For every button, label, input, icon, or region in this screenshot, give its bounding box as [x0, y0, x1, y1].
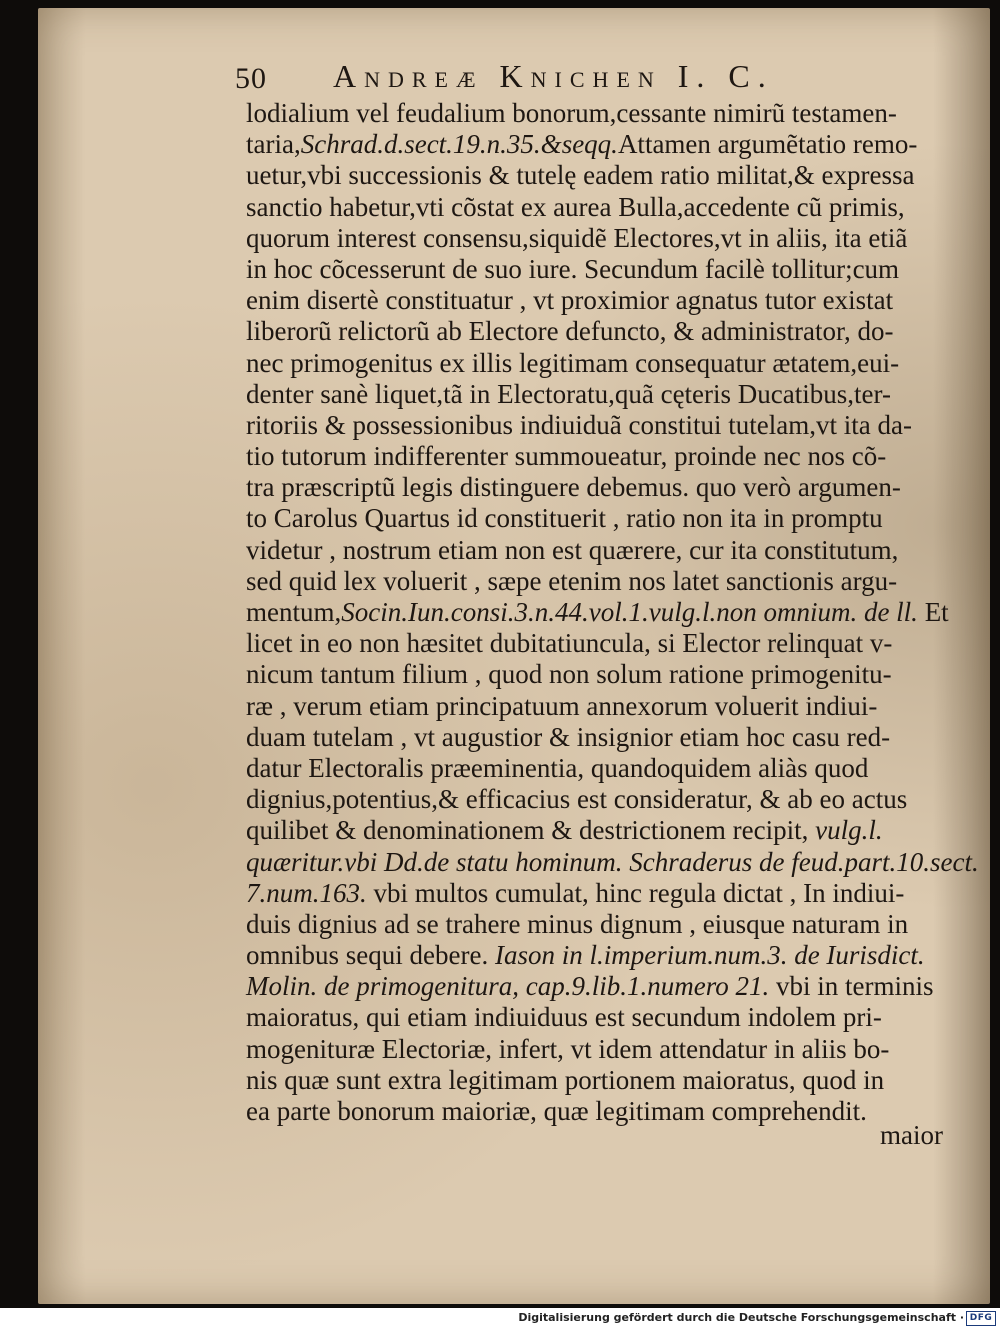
line-text: ea parte bonorum maioriæ, quæ legitimam comprehendit. — [246, 1096, 867, 1126]
text-line — [246, 691, 958, 722]
text-line — [246, 1065, 958, 1096]
text-line — [246, 1034, 958, 1065]
text-line — [246, 98, 958, 129]
text-line — [246, 472, 958, 503]
line-text: to Carolus Quartus id constituerit , ratio non ita in promptu — [246, 503, 883, 534]
citation-text: vulg.l. — [815, 815, 883, 846]
line-text: licet in eo non hæsitet dubitatiuncula, si Elector relinquat v- — [246, 628, 893, 659]
line-text: omnibus sequi debere. — [246, 940, 495, 971]
dfg-logo: DFG — [966, 1311, 996, 1326]
page-number: 50 — [235, 62, 267, 95]
running-head: Andreæ Knichen I. C. — [333, 58, 774, 94]
text-line — [246, 348, 958, 379]
text-line — [246, 566, 958, 597]
catchword: maior — [880, 1120, 943, 1150]
line-text: uetur,vbi successionis & tutelę eadem ratio militat,& expressa — [246, 160, 915, 191]
text-line — [246, 753, 958, 784]
line-text: Et — [917, 597, 949, 627]
text-line — [246, 909, 958, 940]
text-line — [246, 815, 958, 846]
text-line — [246, 878, 958, 909]
text-line — [246, 254, 958, 285]
line-text: mentum, — [246, 597, 342, 627]
line-text: videtur , nostrum etiam non est quærere, cur ita constitutum, — [246, 534, 899, 565]
text-line — [246, 1002, 958, 1033]
line-text: ritoriis & possessionibus indiuiduã constitui tutelam,vt ita da- — [246, 409, 912, 440]
text-line — [246, 192, 958, 223]
citation-text: Molin. de primogenitura, cap.9.lib.1.numero 21. — [246, 971, 770, 1002]
citation-text: 7.num.163. — [246, 877, 367, 908]
text-line — [246, 379, 958, 410]
text-line — [246, 722, 958, 753]
footer-bar — [0, 1308, 1000, 1328]
line-text: duam tutelam , vt augustior & insignior etiam hoc casu red- — [246, 721, 891, 752]
line-text: enim disertè constituatur , vt proximior agnatus tutor existat — [246, 285, 894, 316]
line-text: duis dignius ad se trahere minus dignum , eiusque naturam in — [246, 908, 909, 939]
footer-credit: Digitalisierung gefördert durch die Deutsche Forschungsgemeinschaft · — [518, 1311, 964, 1324]
text-line — [246, 410, 958, 441]
line-text: nec primogenitus ex illis legitimam consequatur ætatem,eui- — [246, 347, 900, 378]
line-text: quilibet & denominationem & destrictionem recipit, — [246, 815, 816, 846]
text-line — [246, 285, 958, 316]
line-text: denter sanè liquet,tã in Electoratu,quã cęteris Ducatibus,ter- — [246, 378, 891, 409]
citation-text: Iason in l.imperium.num.3. de Iurisdict. — [494, 940, 925, 971]
text-line — [246, 971, 958, 1002]
line-text: sanctio habetur,vti cõstat ex aurea Bulla,accedente cũ primis, — [246, 191, 905, 222]
line-text: Attamen argumẽtatio remo- — [617, 129, 918, 160]
text-line — [246, 846, 979, 878]
text-line — [246, 441, 958, 472]
line-text: quorum interest consensu,siquidẽ Electores,vt in aliis, ita etiã — [246, 222, 908, 253]
text-line — [246, 160, 958, 191]
line-text: lodialium vel feudalium bonorum,cessante nimirũ testamen- — [246, 98, 897, 128]
text-line — [246, 535, 958, 566]
text-line — [246, 223, 958, 254]
line-text: nicum tantum filium , quod non solum ratione primogenitu- — [246, 659, 892, 690]
text-line — [246, 628, 958, 659]
line-text: vbi in terminis — [769, 971, 934, 1002]
line-text: sed quid lex voluerit , sæpe etenim nos latet sanctionis argu- — [246, 565, 898, 596]
page-header — [235, 58, 855, 100]
text-line — [246, 503, 958, 534]
citation-text: Socin.Iun.consi.3.n.44.vol.1.vulg.l.non omnium. de ll. — [341, 597, 918, 627]
line-text: datur Electoralis præeminentia, quandoquidem aliàs quod — [246, 752, 869, 783]
line-text: maioratus, qui etiam indiuiduus est secundum indolem pri- — [246, 1002, 882, 1033]
line-text: dignius,potentius,& efficacius est consideratur, & ab eo actus — [246, 784, 908, 815]
text-line — [246, 659, 958, 690]
text-line — [246, 316, 958, 347]
citation-text: Schrad.d.sect.19.n.35.&seqq. — [300, 129, 618, 160]
text-line — [246, 129, 958, 160]
line-text: taria, — [246, 129, 301, 160]
body-text — [246, 98, 979, 1127]
line-text: nis quæ sunt extra legitimam portionem maioratus, quod in — [246, 1064, 885, 1095]
line-text: tra præscriptũ legis distinguere debemus. quo verò argumen- — [246, 472, 901, 503]
line-text: in hoc cõcesserunt de suo iure. Secundum facilè tollitur;cum — [246, 253, 900, 284]
line-text: mogenituræ Electoriæ, infert, vt idem attendatur in aliis bo- — [246, 1033, 890, 1064]
line-text: ræ , verum etiam principatuum annexorum voluerit indiui- — [246, 690, 878, 721]
text-line — [246, 597, 958, 628]
text-line — [246, 784, 958, 815]
text-line — [246, 1096, 958, 1127]
line-text: liberorũ relictorũ ab Electore defuncto, & administrator, do- — [246, 316, 894, 347]
citation-text: quæritur.vbi Dd.de statu hominum. Schraderus de feud.part.10.sect. — [246, 846, 979, 877]
line-text: tio tutorum indifferenter summoueatur, proinde nec nos cõ- — [246, 441, 887, 472]
line-text: vbi multos cumulat, hinc regula dictat , In indiui- — [366, 877, 905, 908]
text-line — [246, 940, 958, 971]
